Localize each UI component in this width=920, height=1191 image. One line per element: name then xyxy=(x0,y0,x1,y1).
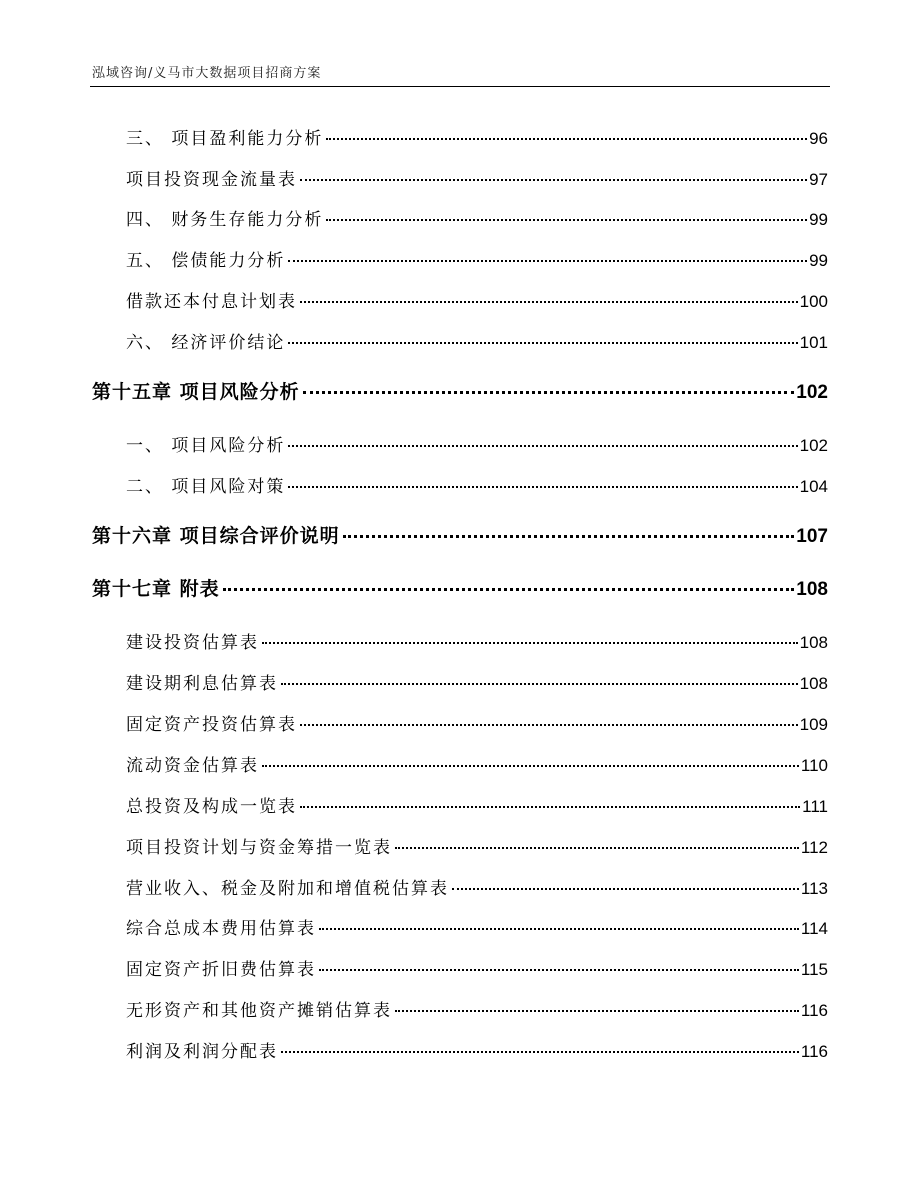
toc-dot-leader xyxy=(326,219,807,221)
toc-entry-title: 三、 项目盈利能力分析 xyxy=(126,129,324,149)
toc-entry-page: 101 xyxy=(799,333,828,352)
toc-entry[interactable] xyxy=(126,165,828,190)
toc-entry[interactable] xyxy=(126,955,828,980)
toc-chapter-entry[interactable] xyxy=(92,574,828,601)
toc-entry[interactable] xyxy=(126,710,828,735)
toc-entry-title: 借款还本付息计划表 xyxy=(126,292,297,312)
toc-entry-page: 113 xyxy=(800,879,828,898)
toc-entry-page: 109 xyxy=(799,715,828,734)
toc-entry-page: 115 xyxy=(800,960,828,979)
toc-chapter-title: 第十七章 附表 xyxy=(92,578,220,600)
toc-chapter-page: 108 xyxy=(796,579,828,600)
toc-dot-leader xyxy=(281,1051,799,1053)
toc-chapter-page: 107 xyxy=(796,526,828,547)
toc-entry-page: 97 xyxy=(809,170,828,189)
toc-entry-title: 项目投资现金流量表 xyxy=(126,170,297,190)
toc-entry-title: 建设投资估算表 xyxy=(126,633,259,653)
toc-entry[interactable] xyxy=(126,124,828,149)
toc-entry-page: 100 xyxy=(799,292,828,311)
toc-dot-leader xyxy=(281,683,798,685)
toc-entry-title: 五、 偿债能力分析 xyxy=(126,251,286,271)
toc-entry[interactable] xyxy=(126,1037,828,1062)
toc-entry-title: 固定资产折旧费估算表 xyxy=(126,960,316,980)
toc-entry-title: 营业收入、税金及附加和增值税估算表 xyxy=(126,879,449,899)
toc-chapter-title: 第十五章 项目风险分析 xyxy=(92,381,300,403)
toc-entry-page: 111 xyxy=(802,797,828,816)
toc-entry-title: 六、 经济评价结论 xyxy=(126,333,286,353)
toc-dot-leader xyxy=(223,588,795,591)
toc-entry-page: 99 xyxy=(809,210,828,229)
toc-entry-page: 104 xyxy=(799,477,828,496)
toc-entry[interactable] xyxy=(126,205,828,230)
toc-dot-leader xyxy=(319,928,799,930)
toc-dot-leader xyxy=(288,445,797,447)
toc-dot-leader xyxy=(288,260,807,262)
toc-entry-page: 116 xyxy=(800,1042,828,1061)
toc-chapter-entry[interactable] xyxy=(92,377,828,404)
toc-entry-page: 110 xyxy=(800,756,828,775)
toc-entry-page: 99 xyxy=(809,251,828,270)
toc-entry[interactable] xyxy=(126,914,828,939)
toc-dot-leader xyxy=(343,535,795,538)
toc-chapter-entry[interactable] xyxy=(92,521,828,548)
toc-dot-leader xyxy=(288,486,797,488)
toc-entry[interactable] xyxy=(126,669,828,694)
toc-entry[interactable] xyxy=(126,328,828,353)
toc-dot-leader xyxy=(288,342,797,344)
toc-entry[interactable] xyxy=(126,246,828,271)
toc-entry-title: 流动资金估算表 xyxy=(126,756,259,776)
toc-dot-leader xyxy=(300,806,800,808)
toc-dot-leader xyxy=(326,138,807,140)
toc-dot-leader xyxy=(452,888,799,890)
toc-entry[interactable] xyxy=(126,833,828,858)
toc-dot-leader xyxy=(300,301,798,303)
page-header: 泓域咨询/义马市大数据项目招商方案 xyxy=(92,66,322,81)
toc-entry-page: 114 xyxy=(800,919,828,938)
toc-dot-leader xyxy=(300,724,798,726)
toc-entry-title: 建设期利息估算表 xyxy=(126,674,278,694)
toc-entry-title: 总投资及构成一览表 xyxy=(126,797,297,817)
toc-entry-title: 固定资产投资估算表 xyxy=(126,715,297,735)
toc-entry[interactable] xyxy=(126,751,828,776)
toc-entry[interactable] xyxy=(126,996,828,1021)
toc-entry-page: 108 xyxy=(799,633,828,652)
toc-entry-title: 无形资产和其他资产摊销估算表 xyxy=(126,1001,392,1021)
toc-entry[interactable] xyxy=(126,287,828,312)
toc-entry[interactable] xyxy=(126,431,828,456)
toc-entry-title: 利润及利润分配表 xyxy=(126,1042,278,1062)
toc-entry-page: 102 xyxy=(799,436,828,455)
toc-dot-leader xyxy=(303,391,795,394)
toc-dot-leader xyxy=(395,847,799,849)
toc-entry[interactable] xyxy=(126,628,828,653)
toc-entry-title: 项目投资计划与资金筹措一览表 xyxy=(126,838,392,858)
toc-entry-page: 108 xyxy=(799,674,828,693)
toc-entry-page: 116 xyxy=(800,1001,828,1020)
toc-entry-title: 综合总成本费用估算表 xyxy=(126,919,316,939)
toc-entry-title: 四、 财务生存能力分析 xyxy=(126,210,324,230)
toc-entry-page: 96 xyxy=(809,129,828,148)
toc-dot-leader xyxy=(395,1010,799,1012)
toc-entry[interactable] xyxy=(126,792,828,817)
toc-entry[interactable] xyxy=(126,874,828,899)
toc-entry-page: 112 xyxy=(800,838,828,857)
toc-dot-leader xyxy=(300,179,807,181)
toc-dot-leader xyxy=(319,969,799,971)
toc-chapter-page: 102 xyxy=(796,382,828,403)
toc-chapter-title: 第十六章 项目综合评价说明 xyxy=(92,525,340,547)
toc-entry-title: 一、 项目风险分析 xyxy=(126,436,286,456)
toc-entry-title: 二、 项目风险对策 xyxy=(126,477,286,497)
toc-dot-leader xyxy=(262,765,799,767)
toc-dot-leader xyxy=(262,642,798,644)
toc-entry[interactable] xyxy=(126,472,828,497)
